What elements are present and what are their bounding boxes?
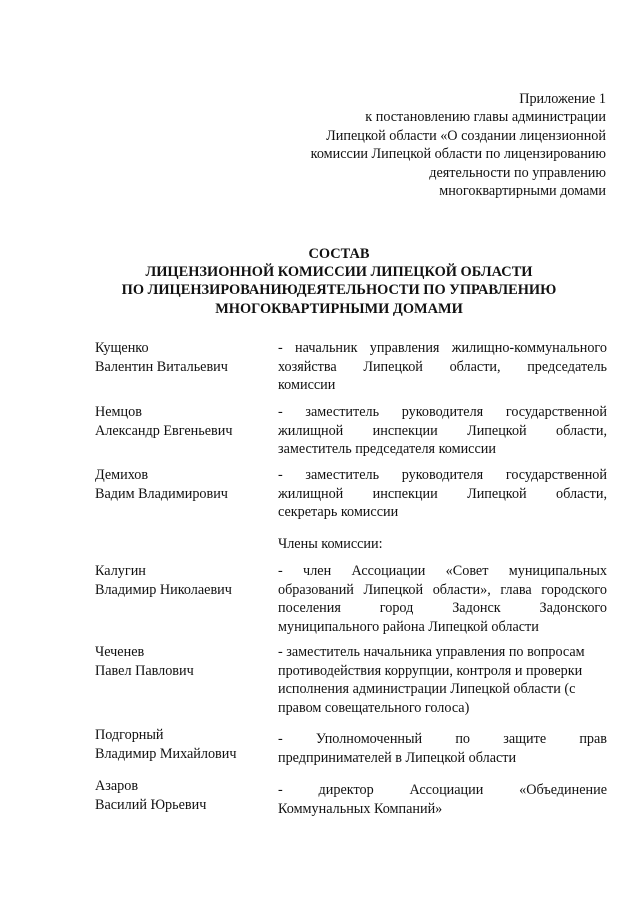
title-line: СОСТАВ bbox=[308, 246, 370, 262]
member-given-name: Валентин Витальевич bbox=[95, 358, 228, 375]
position-line: - заместитель руководителя государственной bbox=[278, 467, 607, 483]
member-given-name: Владимир Николаевич bbox=[95, 581, 232, 598]
member-name bbox=[95, 466, 270, 503]
position-line: исполнения администрации Липецкой области (с bbox=[278, 681, 576, 698]
position-line: муниципального района Липецкой области bbox=[278, 618, 539, 635]
member-surname: Калугин bbox=[95, 563, 146, 579]
title-line: МНОГОКВАРТИРНЫМИ ДОМАМИ bbox=[215, 300, 463, 317]
position-line: - заместитель руководителя государственной bbox=[278, 404, 607, 420]
member-given-name: Василий Юрьевич bbox=[95, 796, 207, 813]
position-line: хозяйства Липецкой области, председатель bbox=[278, 358, 607, 375]
position-line: жилищной инспекции Липецкой области, bbox=[278, 422, 607, 439]
position-line: - член Ассоциации «Совет муниципальных bbox=[278, 563, 607, 579]
appendix-header bbox=[276, 90, 606, 200]
member-surname: Демихов bbox=[95, 467, 149, 483]
member-position bbox=[278, 562, 607, 636]
member-given-name: Вадим Владимирович bbox=[95, 485, 228, 502]
position-line: комиссии bbox=[278, 377, 336, 394]
position-line: - начальник управления жилищно-коммунального bbox=[278, 340, 607, 356]
position-line: поселения город Задонск Задонского bbox=[278, 600, 607, 617]
appendix-line: деятельности по управлению bbox=[429, 164, 606, 181]
member-given-name: Павел Павлович bbox=[95, 662, 194, 679]
appendix-line: многоквартирными домами bbox=[439, 183, 606, 200]
appendix-line: Приложение 1 bbox=[519, 91, 606, 107]
member-name bbox=[95, 339, 270, 376]
title-line: ПО ЛИЦЕНЗИРОВАНИЮДЕЯТЕЛЬНОСТИ ПО УПРАВЛЕНИЮ bbox=[121, 282, 557, 299]
position-line: противодействия коррупции, контроля и проверки bbox=[278, 662, 583, 679]
position-line: - заместитель начальника управления по вопросам bbox=[278, 644, 585, 660]
position-line: правом совещательного голоса) bbox=[278, 699, 470, 716]
position-line: Коммунальных Компаний» bbox=[278, 800, 443, 817]
member-position bbox=[278, 730, 607, 767]
member-position bbox=[278, 466, 607, 522]
title-line: ЛИЦЕНЗИОННОЙ КОМИССИИ ЛИПЕЦКОЙ ОБЛАСТИ bbox=[145, 264, 533, 281]
member-name bbox=[95, 643, 270, 680]
position-line: заместитель председателя комиссии bbox=[278, 441, 496, 458]
position-line: секретарь комиссии bbox=[278, 504, 399, 521]
appendix-line: Липецкой области «О создании лицензионной bbox=[326, 127, 606, 144]
position-line: предпринимателей в Липецкой области bbox=[278, 749, 517, 766]
position-line: - Уполномоченный по защите прав bbox=[278, 731, 607, 747]
appendix-line: комиссии Липецкой области по лицензированию bbox=[310, 146, 606, 163]
member-surname: Чеченев bbox=[95, 644, 145, 660]
document-title bbox=[0, 245, 640, 318]
member-position bbox=[278, 781, 607, 818]
member-position bbox=[278, 643, 607, 717]
member-surname: Подгорный bbox=[95, 727, 164, 743]
member-position bbox=[278, 339, 607, 395]
position-line: образований Липецкой области», глава городского bbox=[278, 581, 607, 598]
member-surname: Азаров bbox=[95, 778, 139, 794]
member-position bbox=[278, 403, 607, 459]
member-given-name: Владимир Михайлович bbox=[95, 745, 237, 762]
member-name bbox=[95, 726, 270, 763]
member-name bbox=[95, 403, 270, 440]
position-line: - директор Ассоциации «Объединение bbox=[278, 782, 607, 798]
member-name bbox=[95, 562, 270, 599]
member-given-name: Александр Евгеньевич bbox=[95, 422, 233, 439]
member-surname: Немцов bbox=[95, 404, 142, 420]
appendix-line: к постановлению главы администрации bbox=[365, 109, 606, 126]
members-label: Члены комиссии: bbox=[278, 536, 383, 552]
position-line: жилищной инспекции Липецкой области, bbox=[278, 485, 607, 502]
member-name bbox=[95, 777, 270, 814]
member-surname: Кущенко bbox=[95, 340, 149, 356]
